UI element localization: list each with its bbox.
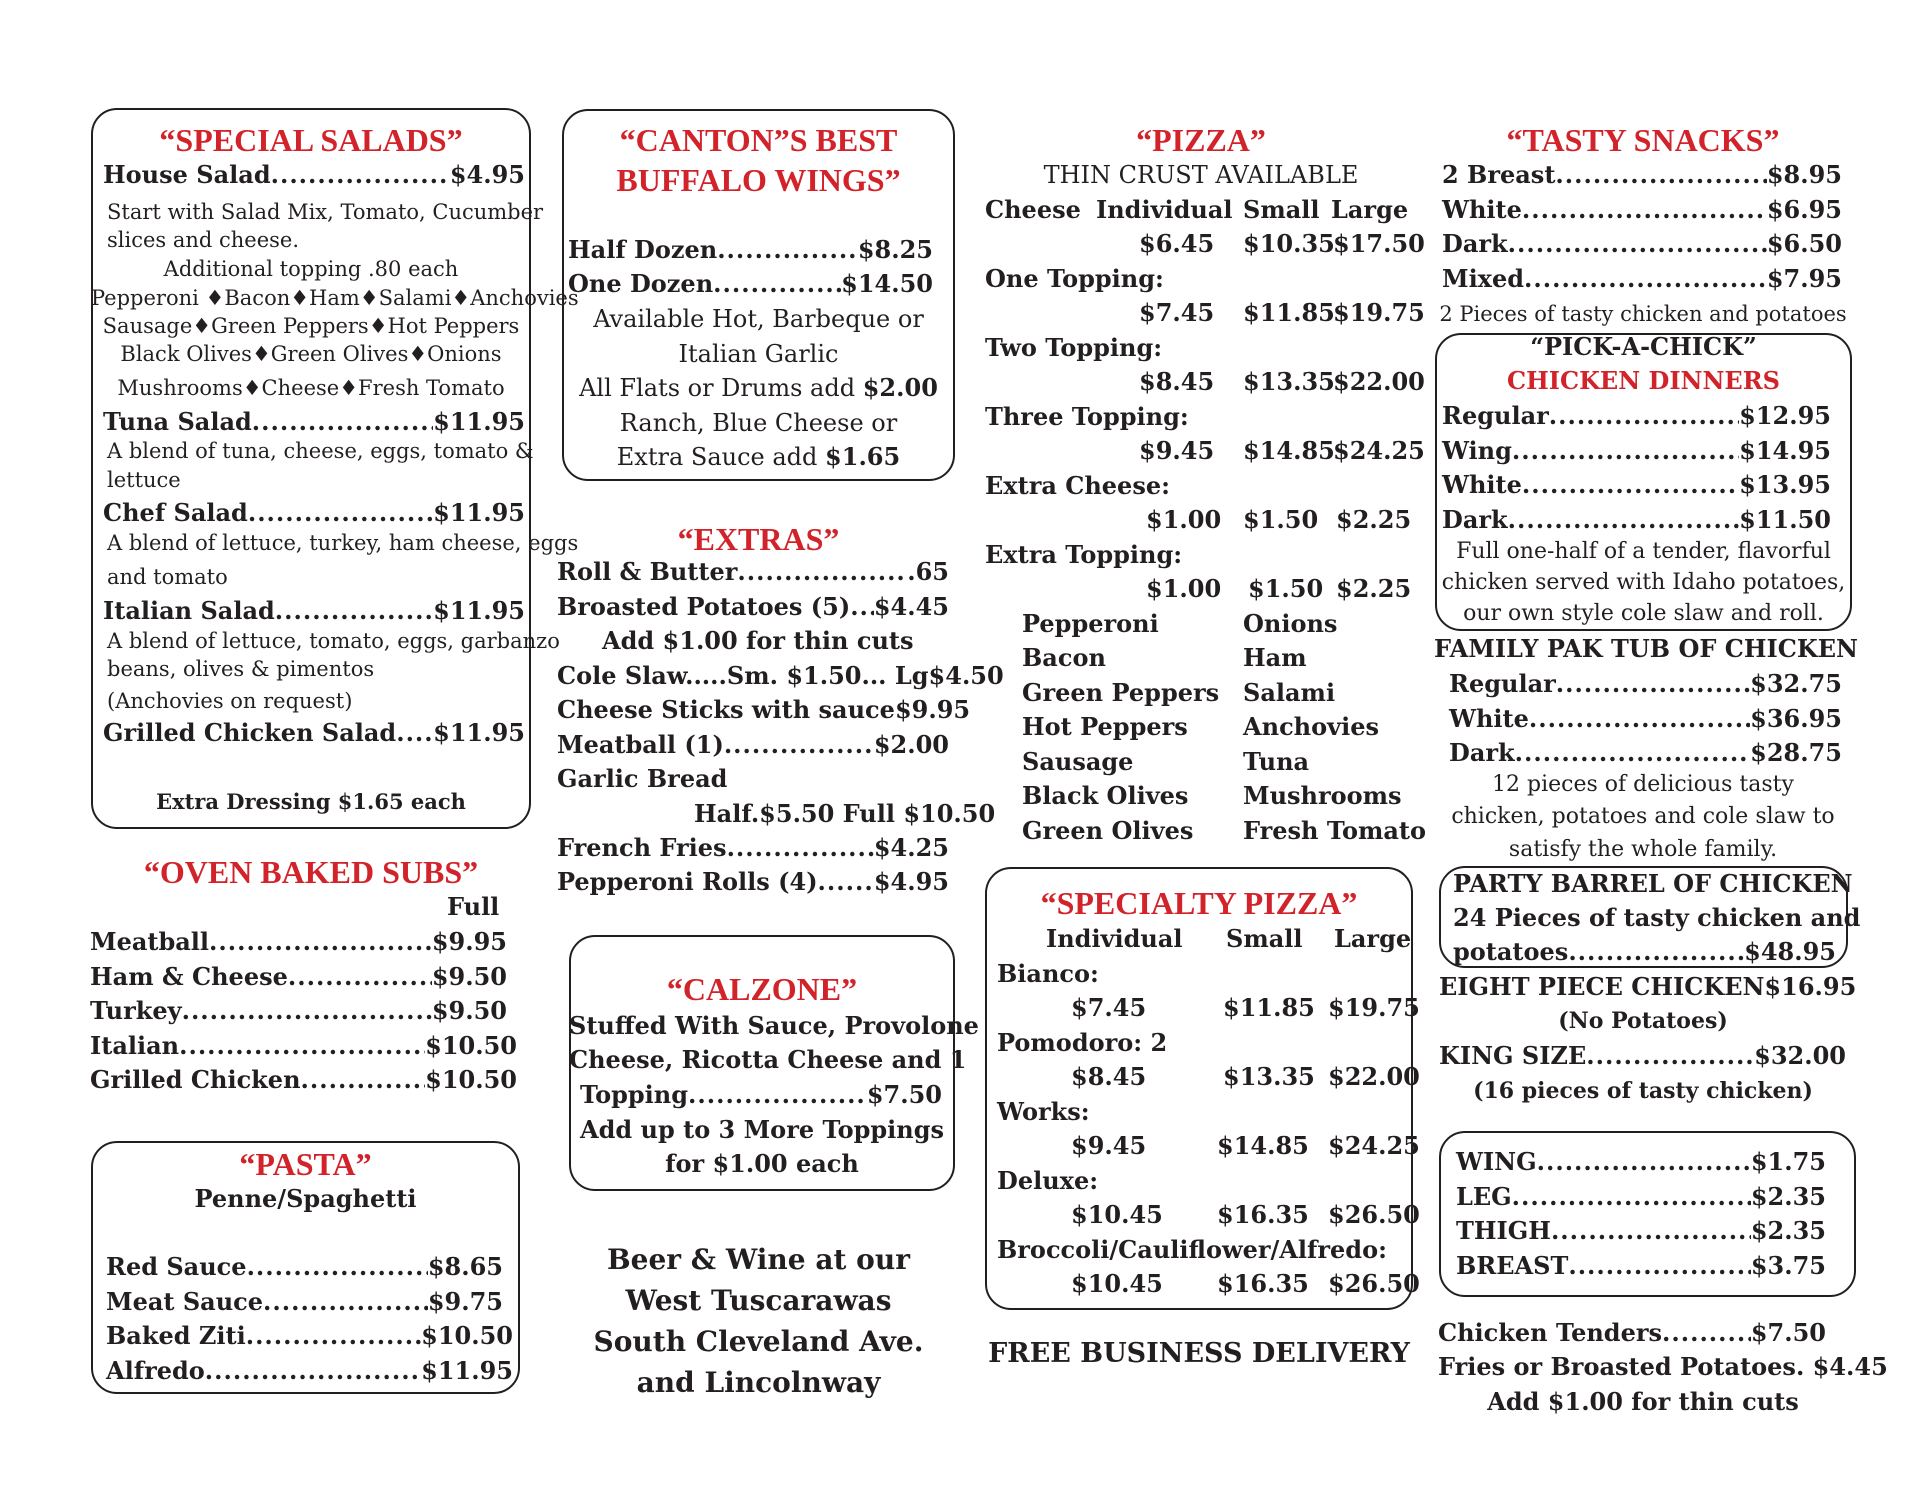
snacks-note: 2 Pieces of tasty chicken and potatoes	[1439, 302, 1847, 326]
family-desc-3: satisfy the whole family.	[1508, 837, 1778, 862]
salad-toppings-3: Black Olives♦Green Olives♦Onions	[120, 342, 502, 366]
specialty-price: $14.85	[1217, 1131, 1309, 1160]
wings-half-dozen-row: Half Dozen ..... $8.25	[568, 233, 933, 267]
chef-salad-desc-2: and tomato	[107, 565, 228, 589]
family-desc: 12 pieces of delicious tasty	[1492, 772, 1794, 797]
calzone-topping-row: Topping ..... $7.50	[580, 1078, 942, 1112]
pasta-row: Red Sauce ..... $8.65	[106, 1250, 503, 1284]
pizza-price: $22.00	[1333, 367, 1425, 396]
pizza-topping: Onions	[1243, 609, 1338, 638]
snack-row: Mixed ..... $7.95	[1442, 262, 1842, 296]
king-size-row: KING SIZE ..... $32.00	[1439, 1039, 1846, 1073]
chef-salad-row: Chef Salad ..... $11.95	[103, 496, 525, 530]
salad-toppings-1: Pepperoni ♦Bacon♦Ham♦Salami♦Anchovies	[91, 286, 579, 310]
pizza-price: $1.00	[1146, 574, 1222, 603]
piece-row: THIGH ..... $2.35	[1456, 1214, 1826, 1248]
extras-row: Broasted Potatoes (5) ..... $4.45	[557, 590, 949, 624]
pizza-price: $2.25	[1336, 505, 1412, 534]
tenders-thin-note: Add $1.00 for thin cuts	[1487, 1387, 1799, 1416]
pizza-header-small: Small	[1243, 195, 1320, 224]
italian-salad-row: Italian Salad ..... $11.95	[103, 594, 525, 628]
calzone-desc-2: Cheese, Ricotta Cheese and 1	[569, 1045, 967, 1074]
beer-wine-note-4: and Lincolnway	[636, 1366, 881, 1399]
dinner-row: White ..... $13.95	[1442, 468, 1831, 502]
calzone-desc: Stuffed With Sauce, Provolone	[569, 1011, 979, 1040]
pizza-topping: Green Olives	[1022, 816, 1194, 845]
specialty-price: $8.45	[1071, 1062, 1147, 1091]
family-row: Regular ..... $32.75	[1449, 667, 1842, 701]
buffalo-wings-title-2: BUFFALO WINGS”	[616, 162, 901, 198]
buffalo-wings-title: “CANTON”S BEST	[619, 122, 898, 158]
specialty-row-label: Pomodoro: 2	[997, 1028, 1168, 1057]
pizza-topping: Salami	[1243, 678, 1336, 707]
calzone-title: “CALZONE”	[666, 971, 858, 1007]
specialty-row-label: Works:	[997, 1097, 1090, 1126]
beer-wine-note: Beer & Wine at our	[607, 1243, 910, 1276]
dinner-row: Dark ..... $11.50	[1442, 503, 1831, 537]
pizza-row-label: Extra Topping:	[985, 540, 1183, 569]
dinner-desc-3: our own style cole slaw and roll.	[1463, 601, 1824, 626]
extras-row: French Fries ..... $4.25	[557, 831, 949, 865]
family-pak-title: FAMILY PAK TUB OF CHICKEN	[1434, 634, 1858, 663]
pizza-header-large: Large	[1331, 195, 1409, 224]
pizza-topping: Anchovies	[1243, 712, 1379, 741]
extra-dressing: Extra Dressing $1.65 each	[156, 789, 466, 814]
pizza-price: $11.85	[1243, 298, 1335, 327]
sub-row: Turkey ..... $9.50	[90, 994, 507, 1028]
pasta-row: Meat Sauce ..... $9.75	[106, 1285, 503, 1319]
pizza-price: $7.45	[1139, 298, 1215, 327]
house-salad-desc-2: slices and cheese.	[107, 228, 300, 252]
party-barrel-title: PARTY BARREL OF CHICKEN	[1453, 869, 1853, 898]
piece-row: BREAST ..... $3.75	[1456, 1249, 1826, 1283]
specialty-header-individual: Individual	[1046, 924, 1183, 953]
pizza-topping: Sausage	[1022, 747, 1134, 776]
tuna-salad-desc-2: lettuce	[107, 468, 181, 492]
italian-salad-desc-3: (Anchovies on request)	[107, 689, 353, 713]
pizza-topping: Black Olives	[1022, 781, 1189, 810]
beer-wine-note-3: South Cleveland Ave.	[593, 1325, 924, 1358]
sub-row: Grilled Chicken ..... $10.50	[90, 1063, 517, 1097]
calzone-extra-toppings-2: for $1.00 each	[665, 1149, 859, 1178]
pizza-topping: Fresh Tomato	[1243, 816, 1426, 845]
salad-toppings-4: Mushrooms♦Cheese♦Fresh Tomato	[117, 376, 505, 400]
pizza-topping: Green Peppers	[1022, 678, 1220, 707]
sub-row: Ham & Cheese ..... $9.50	[90, 960, 507, 994]
topping-note: Additional topping .80 each	[163, 257, 459, 281]
tasty-snacks-title: “TASTY SNACKS”	[1506, 122, 1780, 158]
pizza-header-individual: Individual	[1096, 195, 1233, 224]
sub-row: Italian ..... $10.50	[90, 1029, 517, 1063]
pizza-topping: Pepperoni	[1022, 609, 1159, 638]
extras-row: Cheese Sticks with sauce $9.95	[557, 695, 971, 724]
snack-row: Dark ..... $6.50	[1442, 227, 1842, 261]
pizza-price: $14.85	[1243, 436, 1335, 465]
wings-flats-drums: All Flats or Drums add $2.00	[579, 373, 938, 402]
chicken-tenders-row: Chicken Tenders ..... $7.50	[1438, 1316, 1826, 1350]
extras-title: “EXTRAS”	[677, 521, 840, 557]
piece-row: WING ..... $1.75	[1456, 1145, 1826, 1179]
pizza-row-label: Two Topping:	[985, 333, 1163, 362]
sub-row: Meatball ..... $9.95	[90, 925, 507, 959]
wings-flavors: Available Hot, Barbeque or	[593, 305, 924, 333]
garlic-bread: Garlic Bread	[557, 764, 728, 793]
pick-a-chick-title: “PICK-A-CHICK”	[1530, 332, 1757, 361]
pizza-topping: Bacon	[1022, 643, 1106, 672]
party-barrel-row: potatoes ..... $48.95	[1453, 935, 1836, 969]
thin-cuts-note: Add $1.00 for thin cuts	[602, 626, 914, 655]
dinner-row: Regular ..... $12.95	[1442, 399, 1831, 433]
pizza-topping: Mushrooms	[1243, 781, 1402, 810]
specialty-price: $26.50	[1328, 1269, 1420, 1298]
specialty-pizza-title: “SPECIALTY PIZZA”	[1040, 885, 1358, 921]
specialty-price: $9.45	[1071, 1131, 1147, 1160]
snack-row: 2 Breast ..... $8.95	[1442, 158, 1842, 192]
eight-piece-row: EIGHT PIECE CHICKEN $16.95	[1439, 972, 1857, 1001]
party-barrel-desc: 24 Pieces of tasty chicken and	[1453, 903, 1861, 932]
thin-crust-note: THIN CRUST AVAILABLE	[1043, 161, 1359, 189]
specialty-price: $22.00	[1328, 1062, 1420, 1091]
oven-baked-subs-title: “OVEN BAKED SUBS”	[143, 854, 479, 890]
extras-row: Meatball (1) ..... $2.00	[557, 728, 949, 762]
fries-broasted-row: Fries or Broasted Potatoes. $4.45	[1438, 1352, 1888, 1381]
specialty-price: $11.85	[1223, 993, 1315, 1022]
wings-one-dozen-row: One Dozen ..... $14.50	[568, 267, 933, 301]
pizza-row-label: One Topping:	[985, 264, 1164, 293]
special-salads-title: “SPECIAL SALADS”	[159, 122, 463, 158]
wings-flavors-2: Italian Garlic	[678, 340, 839, 368]
pizza-price: $6.45	[1139, 229, 1215, 258]
specialty-row-label: Bianco:	[997, 959, 1099, 988]
family-desc-2: chicken, potatoes and cole slaw to	[1451, 804, 1835, 829]
chef-salad-desc: A blend of lettuce, turkey, ham cheese, eggs	[107, 531, 579, 555]
pizza-price: $8.45	[1139, 367, 1215, 396]
pasta-subtitle: Penne/Spaghetti	[194, 1184, 417, 1213]
pizza-topping: Tuna	[1243, 747, 1310, 776]
specialty-row-label: Deluxe:	[997, 1166, 1099, 1195]
pizza-price: $1.50	[1248, 574, 1324, 603]
pizza-price: $10.35	[1243, 229, 1335, 258]
specialty-header-small: Small	[1226, 924, 1303, 953]
pizza-row-label: Extra Cheese:	[985, 471, 1170, 500]
pizza-price: $1.50	[1243, 505, 1319, 534]
piece-row: LEG ..... $2.35	[1456, 1180, 1826, 1214]
italian-salad-desc-2: beans, olives & pimentos	[107, 657, 375, 681]
dinner-desc: Full one-half of a tender, flavorful	[1456, 539, 1831, 564]
specialty-price: $24.25	[1328, 1131, 1420, 1160]
pasta-row: Alfredo ..... $11.95	[106, 1354, 513, 1388]
dinner-row: Wing ..... $14.95	[1442, 434, 1831, 468]
grilled-chicken-salad-row: Grilled Chicken Salad ..... $11.95	[103, 716, 525, 750]
tuna-salad-row: Tuna Salad ..... $11.95	[103, 405, 525, 439]
pizza-price: $1.00	[1146, 505, 1222, 534]
wings-dressing: Ranch, Blue Cheese or	[619, 409, 898, 437]
chicken-dinners-title: CHICKEN DINNERS	[1506, 366, 1781, 395]
pizza-price: $19.75	[1333, 298, 1425, 327]
extras-row: Pepperoni Rolls (4) ..... $4.95	[557, 865, 949, 899]
king-size-note: (16 pieces of tasty chicken)	[1473, 1078, 1813, 1104]
specialty-price: $13.35	[1223, 1062, 1315, 1091]
specialty-price: $7.45	[1071, 993, 1147, 1022]
extras-row: Roll & Butter ..... .65	[557, 555, 949, 589]
pizza-price: $17.50	[1333, 229, 1425, 258]
garlic-bread-prices: Half.$5.50 Full $10.50	[694, 799, 996, 828]
tuna-salad-desc: A blend of tuna, cheese, eggs, tomato &	[107, 439, 534, 463]
pasta-title: “PASTA”	[239, 1146, 372, 1182]
house-salad-desc: Start with Salad Mix, Tomato, Cucumber	[107, 200, 544, 224]
no-potatoes-note: (No Potatoes)	[1558, 1008, 1728, 1034]
pizza-price: $13.35	[1243, 367, 1335, 396]
specialty-price: $10.45	[1071, 1200, 1163, 1229]
specialty-price: $19.75	[1328, 993, 1420, 1022]
snack-row: White ..... $6.95	[1442, 193, 1842, 227]
specialty-price: $10.45	[1071, 1269, 1163, 1298]
salad-toppings-2: Sausage♦Green Peppers♦Hot Peppers	[102, 314, 520, 338]
family-row: White ..... $36.95	[1449, 702, 1842, 736]
pizza-topping: Ham	[1243, 643, 1307, 672]
free-business-delivery: FREE BUSINESS DELIVERY	[988, 1338, 1410, 1369]
house-salad-row: House Salad ..... $4.95	[103, 158, 525, 192]
pizza-topping: Hot Peppers	[1022, 712, 1188, 741]
pizza-price: $2.25	[1336, 574, 1412, 603]
specialty-row-label: Broccoli/Cauliflower/Alfredo:	[997, 1235, 1387, 1264]
pizza-price: $9.45	[1139, 436, 1215, 465]
family-row: Dark ..... $28.75	[1449, 736, 1842, 770]
beer-wine-note-2: West Tuscarawas	[625, 1284, 892, 1317]
italian-salad-desc: A blend of lettuce, tomato, eggs, garbanzo	[107, 629, 560, 653]
specialty-price: $26.50	[1328, 1200, 1420, 1229]
specialty-header-large: Large	[1334, 924, 1412, 953]
specialty-price: $16.35	[1217, 1200, 1309, 1229]
calzone-extra-toppings: Add up to 3 More Toppings	[579, 1115, 944, 1144]
specialty-price: $16.35	[1217, 1269, 1309, 1298]
wings-extra-sauce: Extra Sauce add $1.65	[616, 442, 901, 471]
pizza-header-cheese: Cheese	[985, 195, 1081, 224]
pizza-row-label: Three Topping:	[985, 402, 1189, 431]
subs-full-header: Full	[447, 892, 500, 921]
cole-slaw-row: Cole Slaw.....Sm. $1.50... Lg$4.50	[557, 661, 1004, 690]
pasta-row: Baked Ziti ..... $10.50	[106, 1319, 513, 1353]
pizza-price: $24.25	[1333, 436, 1425, 465]
pizza-title: “PIZZA”	[1136, 122, 1266, 158]
dinner-desc-2: chicken served with Idaho potatoes,	[1441, 570, 1846, 595]
